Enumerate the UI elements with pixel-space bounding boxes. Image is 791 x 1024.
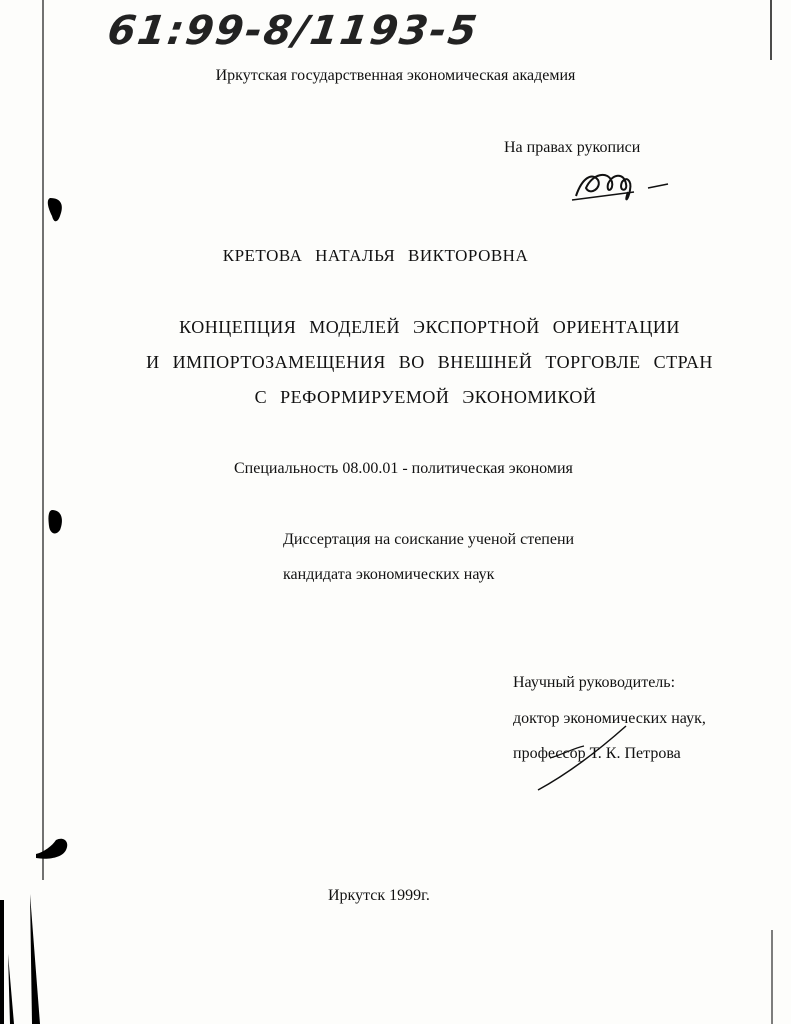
supervisor-signature bbox=[530, 718, 650, 798]
dissertation-line-2: кандидата экономических наук bbox=[283, 566, 495, 583]
manuscript-rights: На правах рукописи bbox=[504, 139, 641, 156]
author-name: КРЕТОВА НАТАЛЬЯ ВИКТОРОВНА bbox=[222, 246, 529, 265]
binding-hole-1 bbox=[46, 196, 66, 226]
place-year: Иркутск 1999г. bbox=[328, 887, 430, 904]
specialty: Специальность 08.00.01 - политическая экономия bbox=[234, 460, 573, 477]
supervisor-label: Научный руководитель: bbox=[513, 674, 676, 691]
academy-name: Иркутская государственная экономическая академия bbox=[215, 67, 576, 84]
supervisor-degree: доктор экономических наук, bbox=[513, 710, 706, 727]
title-line-1: КОНЦЕПЦИЯ МОДЕЛЕЙ ЭКСПОРТНОЙ ОРИЕНТАЦИИ bbox=[179, 317, 680, 337]
scan-edge-right-lower bbox=[771, 930, 773, 1024]
author-signature bbox=[568, 158, 678, 208]
scan-edge-left-shadow bbox=[0, 894, 60, 1024]
scan-edge-left bbox=[42, 0, 44, 880]
binding-hole-2 bbox=[46, 508, 66, 538]
binding-hole-3 bbox=[34, 834, 74, 864]
archive-code-handwritten: 61:99-8/1193-5 bbox=[104, 8, 482, 54]
dissertation-line-1: Диссертация на соискание ученой степени bbox=[283, 531, 575, 548]
title-line-3: С РЕФОРМИРУЕМОЙ ЭКОНОМИКОЙ bbox=[254, 387, 597, 407]
scan-edge-right bbox=[770, 0, 772, 60]
title-line-2: И ИМПОРТОЗАМЕЩЕНИЯ ВО ВНЕШНЕЙ ТОРГОВЛЕ СТРАН bbox=[146, 352, 713, 372]
supervisor-name: профессор Т. К. Петрова bbox=[513, 745, 681, 762]
